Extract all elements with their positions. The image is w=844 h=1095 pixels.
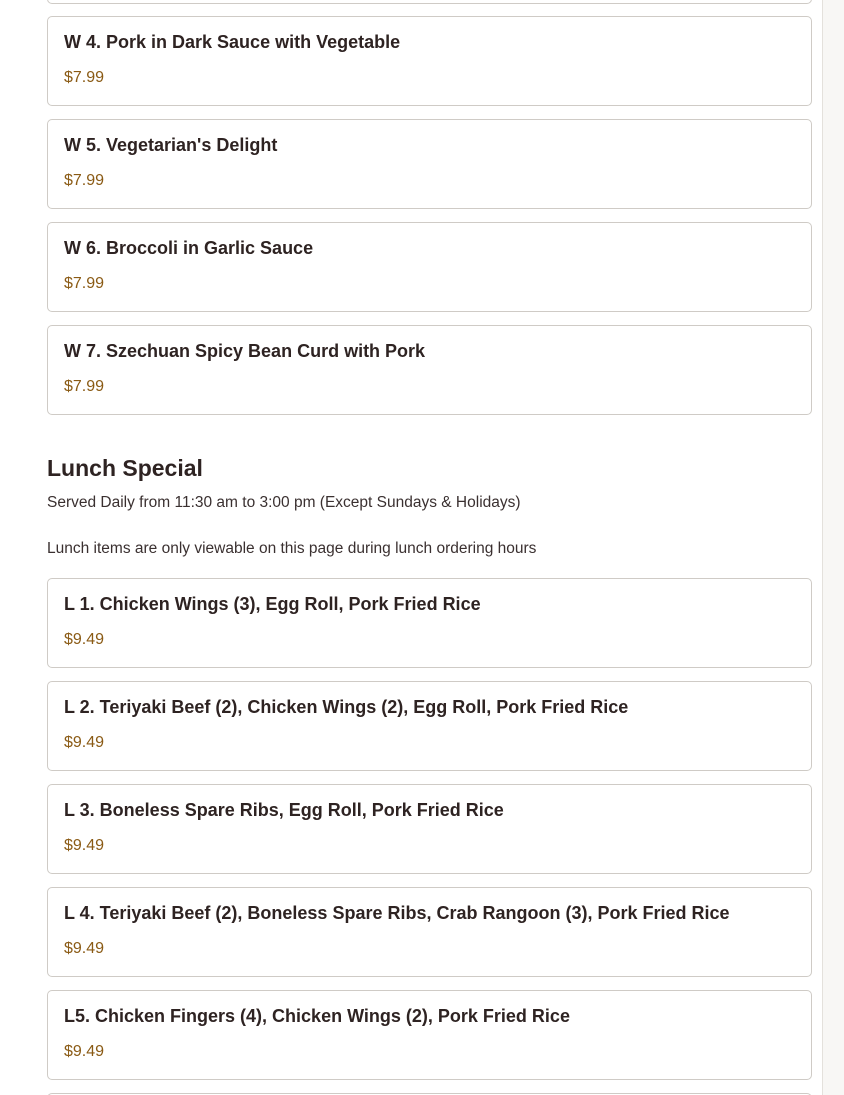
menu-item-name: L5. Chicken Fingers (4), Chicken Wings (2), Pork Fried Rice <box>64 1006 570 1026</box>
menu-item-price: $9.49 <box>64 631 105 648</box>
menu-item-price: $7.99 <box>64 172 105 189</box>
menu-item-price: $7.99 <box>64 69 105 86</box>
menu-item-card[interactable] <box>47 325 812 415</box>
menu-item-card-partial-top[interactable] <box>47 0 812 4</box>
menu-item-card[interactable] <box>47 222 812 312</box>
menu-item-price: $7.99 <box>64 378 105 395</box>
menu-item-card[interactable] <box>47 681 812 771</box>
menu-item-name: L 2. Teriyaki Beef (2), Chicken Wings (2), Egg Roll, Pork Fried Rice <box>64 697 629 717</box>
menu-item-card[interactable] <box>47 887 812 977</box>
menu-item-card[interactable] <box>47 578 812 668</box>
menu-item-name: W 7. Szechuan Spicy Bean Curd with Pork <box>64 341 426 361</box>
menu-item-card[interactable] <box>47 784 812 874</box>
menu-item-name: L 3. Boneless Spare Ribs, Egg Roll, Pork Fried Rice <box>64 800 504 820</box>
menu-item-price: $9.49 <box>64 940 105 957</box>
menu-item-name: W 5. Vegetarian's Delight <box>64 135 278 155</box>
menu-item-price: $9.49 <box>64 837 105 854</box>
menu-item-price: $9.49 <box>64 734 105 751</box>
section-title: Lunch Special <box>47 455 203 481</box>
section-subtitle: Served Daily from 11:30 am to 3:00 pm (Except Sundays & Holidays) <box>47 494 521 511</box>
menu-item-name: L 4. Teriyaki Beef (2), Boneless Spare Ribs, Crab Rangoon (3), Pork Fried Rice <box>64 903 730 923</box>
menu-item-card[interactable] <box>47 990 812 1080</box>
menu-item-name: W 4. Pork in Dark Sauce with Vegetable <box>64 32 401 52</box>
menu-item-card[interactable] <box>47 16 812 106</box>
menu-item-card[interactable] <box>47 119 812 209</box>
menu-item-price: $7.99 <box>64 275 105 292</box>
menu-item-name: W 6. Broccoli in Garlic Sauce <box>64 238 314 258</box>
menu-item-name: L 1. Chicken Wings (3), Egg Roll, Pork Fried Rice <box>64 594 481 614</box>
menu-item-price: $9.49 <box>64 1043 105 1060</box>
section-note: Lunch items are only viewable on this page during lunch ordering hours <box>47 540 537 557</box>
